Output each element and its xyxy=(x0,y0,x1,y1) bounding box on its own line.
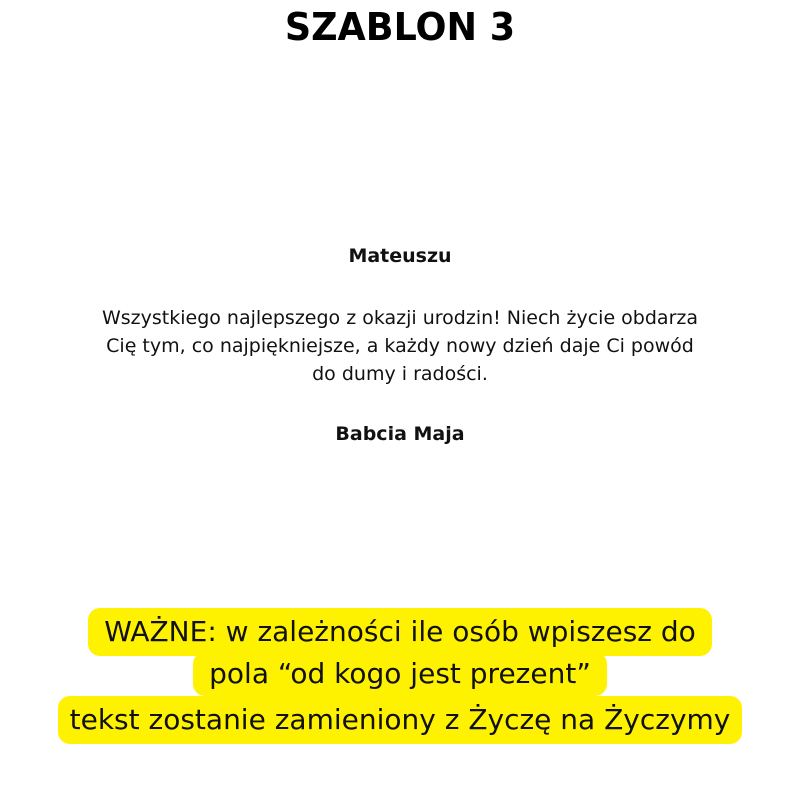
message-line: Wszystkiego najlepszego z okazji urodzin! Niech życie obdarza xyxy=(101,307,698,329)
page-title: SZABLON 3 xyxy=(284,5,516,49)
message-line: do dumy i radości. xyxy=(312,363,488,385)
notice-line: tekst zostanie zamieniony z Życzę na Życzymy xyxy=(58,696,743,744)
message-line: Cię tym, co najpiękniejsze, a każdy nowy dzień daje Ci powód xyxy=(106,335,694,357)
notice-line: WAŻNE: w zależności ile osób wpiszesz do xyxy=(88,608,712,656)
recipient-name: Mateuszu xyxy=(348,245,452,267)
notice-row xyxy=(0,696,800,740)
notice-row xyxy=(0,652,800,696)
notice-line: pola “od kogo jest prezent” xyxy=(193,652,607,696)
greeting-message xyxy=(60,304,740,388)
sender-name: Babcia Maja xyxy=(335,423,465,445)
important-notice xyxy=(0,608,800,740)
greeting-card xyxy=(60,242,740,448)
notice-row xyxy=(0,608,800,652)
